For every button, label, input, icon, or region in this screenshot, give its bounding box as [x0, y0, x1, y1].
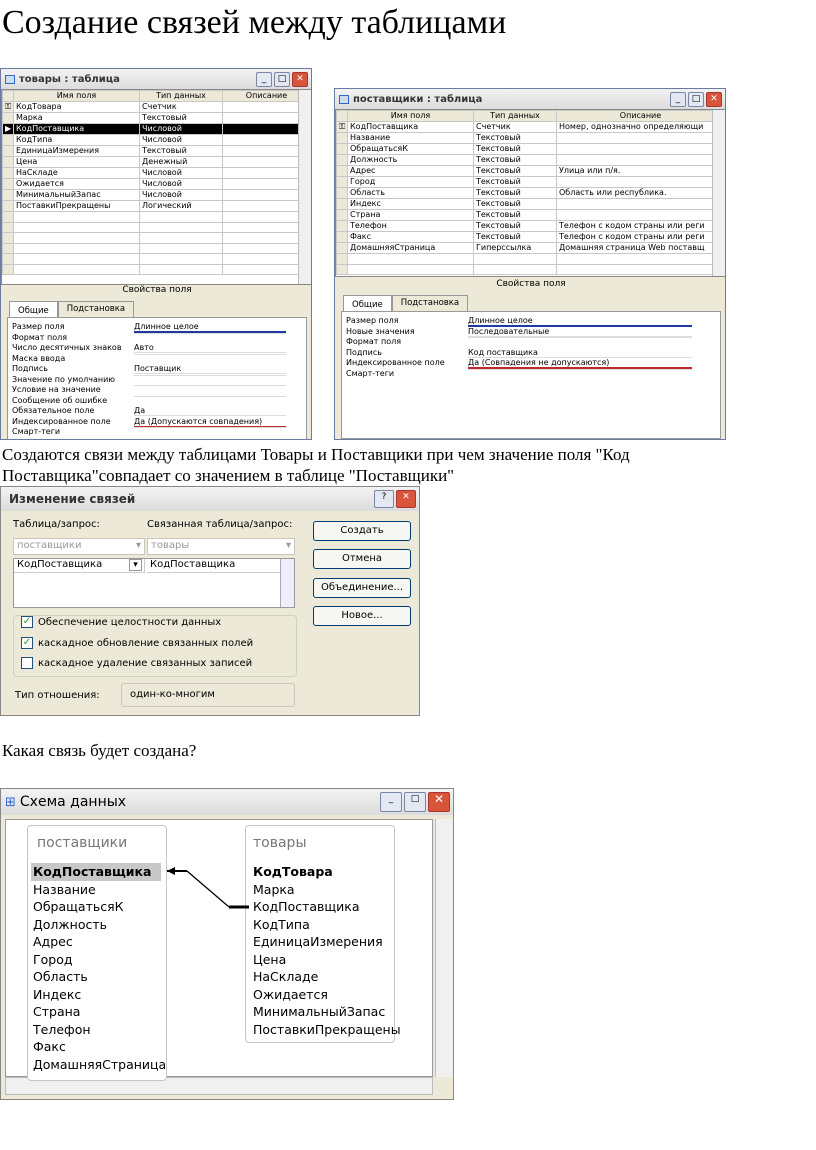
table-row[interactable] [3, 190, 311, 201]
fields-grid[interactable] [13, 558, 295, 608]
description-cell[interactable] [557, 177, 725, 188]
row-selector[interactable] [3, 212, 14, 223]
data-type-cell[interactable]: Числовой [140, 168, 223, 179]
checkbox-icon: ✓ [22, 616, 32, 627]
property-name: Значение по умолчанию [12, 374, 116, 384]
data-type-cell[interactable] [140, 243, 223, 254]
right-table-name: товары [253, 835, 307, 851]
property-name: Индексированное поле [346, 358, 445, 367]
field-item[interactable]: КодТовара [253, 864, 333, 879]
field-item[interactable]: Название [33, 881, 96, 897]
property-name: Размер поля [346, 316, 399, 325]
field-grid[interactable] [1, 89, 312, 285]
property-value[interactable] [134, 375, 286, 376]
question-text: Какая связь будет создана? [2, 741, 197, 760]
column-header: Тип данных [474, 111, 557, 122]
cascade-delete-checkbox[interactable]: каскадное удаление связанных записей [21, 657, 252, 669]
page-title: Создание связей между таблицами [2, 4, 507, 41]
field-name-cell[interactable]: Должность [348, 155, 474, 166]
row-selector[interactable] [3, 190, 14, 201]
row-selector[interactable] [337, 199, 348, 210]
description-cell[interactable] [557, 144, 725, 155]
properties-title: Свойства поля [496, 279, 566, 289]
property-name: Смарт-теги [12, 427, 61, 436]
left-table-name: поставщики [37, 835, 128, 851]
maximize-button[interactable]: □ [688, 92, 704, 107]
column-header: Имя поля [14, 91, 140, 102]
table-icon [339, 95, 349, 104]
table-row[interactable] [3, 243, 311, 254]
row-selector[interactable] [337, 264, 348, 275]
property-name: Условие на значение [12, 385, 101, 394]
field-name-cell[interactable]: Индекс [348, 199, 474, 210]
right-table-fields [251, 863, 401, 1038]
field-name-cell[interactable] [348, 264, 474, 275]
chevron-down-icon: ▾ [135, 540, 141, 551]
data-type-cell[interactable]: Числовой [140, 179, 223, 190]
row-selector[interactable] [337, 232, 348, 243]
primary-key-icon[interactable]: ⚿ [3, 102, 14, 113]
relationships-window [0, 788, 454, 1100]
property-value[interactable] [134, 354, 286, 355]
row-selector[interactable] [3, 157, 14, 168]
field-item[interactable]: Ожидается [253, 986, 328, 1002]
field-name-cell[interactable]: Ожидается [14, 179, 140, 190]
field-name-cell[interactable]: Область [348, 188, 474, 199]
field-item[interactable]: Адрес [33, 934, 73, 949]
data-type-cell[interactable] [474, 264, 557, 275]
property-name: Подпись [346, 347, 382, 357]
table-row[interactable] [337, 177, 725, 188]
integrity-checkbox[interactable]: ✓ Обеспечение целостности данных [22, 616, 222, 628]
data-type-cell[interactable]: Текстовый [140, 113, 223, 124]
table-row[interactable] [3, 222, 311, 233]
table-row[interactable] [337, 122, 725, 133]
window-title: Схема данных [19, 794, 127, 810]
field-name-cell[interactable] [14, 243, 140, 254]
table-row[interactable] [3, 254, 311, 265]
field-item[interactable]: ПоставкиПрекращены [253, 1021, 401, 1037]
table-row[interactable] [3, 102, 311, 113]
data-type-cell[interactable]: Текстовый [474, 155, 557, 166]
field-name-cell[interactable]: Марка [14, 113, 140, 124]
data-type-cell[interactable] [474, 254, 557, 265]
data-type-cell[interactable]: Текстовый [474, 188, 557, 199]
related-table-select[interactable]: товары ▾ [147, 538, 295, 555]
tovary-table-window [0, 68, 312, 440]
table-row[interactable] [337, 210, 725, 221]
field-item[interactable]: КодПоставщика [31, 863, 161, 881]
field-name-cell[interactable] [348, 254, 474, 265]
data-type-cell[interactable]: Текстовый [474, 232, 557, 243]
field-item[interactable]: Цена [253, 951, 287, 967]
field-item[interactable]: КодПоставщика [253, 899, 360, 914]
description-cell[interactable]: Телефон с кодом страны или реги [557, 232, 725, 243]
close-button[interactable]: ✕ [428, 792, 450, 812]
data-type-cell[interactable]: Счетчик [140, 102, 223, 113]
field-right[interactable]: КодПоставщика [150, 559, 236, 570]
maximize-button[interactable]: □ [274, 72, 290, 87]
table-label: Таблица/запрос: [13, 519, 100, 530]
field-item[interactable]: Страна [33, 1004, 81, 1019]
field-name-cell[interactable]: НаСкладе [14, 168, 140, 179]
field-item[interactable]: МинимальныйЗапас [253, 1004, 386, 1019]
data-type-cell[interactable]: Счетчик [474, 122, 557, 133]
field-name-cell[interactable]: ПоставкиПрекращены [14, 201, 140, 212]
row-selector[interactable] [337, 188, 348, 199]
table-row[interactable] [337, 243, 725, 254]
description-cell[interactable]: Телефон с кодом страны или реги [557, 221, 725, 232]
data-type-cell[interactable]: Текстовый [474, 210, 557, 221]
data-type-cell[interactable]: Текстовый [474, 177, 557, 188]
row-selector[interactable] [3, 201, 14, 212]
description-paragraph: Создаются связи между таблицами Товары и Поставщики при чем значение поля "Код Поставщика"совпадает со значением в таблице "Поставщики" [2, 445, 630, 485]
row-selector[interactable] [337, 155, 348, 166]
relation-type-value: один-ко-многим [121, 683, 295, 707]
row-selector[interactable] [3, 113, 14, 124]
table-row[interactable] [337, 166, 725, 177]
field-item[interactable]: ОбращатьсяК [33, 899, 124, 914]
left-table-fields [31, 863, 167, 1073]
field-grid[interactable] [335, 109, 726, 277]
field-name-cell[interactable]: КодТовара [14, 102, 140, 113]
field-item[interactable]: Индекс [33, 986, 82, 1002]
property-value[interactable] [134, 427, 286, 428]
tab-general[interactable]: Общие [343, 295, 392, 312]
table-select[interactable]: поставщики ▾ [13, 538, 145, 555]
table-row[interactable] [3, 264, 311, 275]
field-name-cell[interactable]: ДомашняяСтраница [348, 243, 474, 254]
close-button[interactable]: ✕ [706, 92, 722, 107]
data-type-cell[interactable] [140, 264, 223, 275]
row-selector[interactable] [3, 222, 14, 233]
title-bar [1, 789, 453, 815]
property-name: Формат поля [346, 337, 402, 346]
data-type-cell[interactable]: Текстовый [474, 144, 557, 155]
data-type-cell[interactable]: Текстовый [474, 133, 557, 144]
table-row[interactable] [3, 157, 311, 168]
properties-panel [7, 317, 307, 440]
field-item[interactable]: ЕдиницаИзмерения [253, 934, 383, 949]
title-bar [335, 89, 725, 109]
row-selector[interactable] [337, 133, 348, 144]
dialog-title: Изменение связей [9, 492, 136, 506]
field-item[interactable]: Телефон [33, 1021, 91, 1037]
field-name-cell[interactable] [14, 233, 140, 244]
window-title: поставщики : таблица [353, 93, 483, 105]
table-row[interactable] [337, 221, 725, 232]
data-type-cell[interactable]: Гиперссылка [474, 243, 557, 254]
field-item[interactable]: КодТипа [253, 916, 310, 932]
tab-lookup[interactable]: Подстановка [58, 301, 134, 318]
create-button[interactable]: Создать [313, 521, 411, 541]
column-header: Описание [223, 91, 311, 102]
row-selector[interactable] [337, 166, 348, 177]
window-title: товары : таблица [19, 73, 120, 85]
property-value[interactable]: Да [134, 406, 286, 416]
table-row[interactable] [337, 155, 725, 166]
row-selector[interactable] [3, 243, 14, 254]
tab-general[interactable]: Общие [9, 301, 58, 318]
title-bar [1, 487, 419, 511]
cancel-button[interactable]: Отмена [313, 549, 411, 569]
data-type-cell[interactable]: Текстовый [140, 146, 223, 157]
property-name: Смарт-теги [346, 368, 395, 378]
properties-title: Свойства поля [122, 285, 192, 295]
join-type-button[interactable]: Объединение... [313, 578, 411, 598]
minimize-button[interactable]: _ [256, 72, 272, 87]
vertical-scrollbar[interactable] [435, 819, 453, 1077]
title-bar [1, 69, 311, 89]
table-row[interactable] [3, 124, 311, 135]
field-name-cell[interactable]: Адрес [348, 166, 474, 177]
field-name-cell[interactable]: Телефон [348, 221, 474, 232]
column-header: Тип данных [140, 91, 223, 102]
property-name: Индексированное поле [12, 416, 111, 426]
table-row[interactable] [3, 135, 311, 146]
chevron-down-icon[interactable]: ▾ [129, 559, 142, 571]
description-cell[interactable]: Улица или п/я. [557, 166, 725, 177]
field-name-cell[interactable]: Название [348, 133, 474, 144]
minimize-button[interactable]: _ [380, 792, 402, 812]
field-name-cell[interactable] [14, 222, 140, 233]
data-type-cell[interactable] [140, 233, 223, 244]
property-value[interactable]: Да (Совпадения не допускаются) [468, 358, 692, 369]
table-row[interactable] [3, 146, 311, 157]
data-type-cell[interactable]: Денежный [140, 157, 223, 168]
row-selector[interactable] [337, 221, 348, 232]
field-name-cell[interactable]: Факс [348, 232, 474, 243]
table-row[interactable] [337, 254, 725, 265]
table-row[interactable] [3, 168, 311, 179]
row-selector[interactable] [3, 168, 14, 179]
field-name-cell[interactable]: Цена [14, 157, 140, 168]
row-selector[interactable] [3, 135, 14, 146]
property-name: Маска ввода [12, 353, 66, 363]
row-selector[interactable] [337, 210, 348, 221]
field-item[interactable]: Марка [253, 881, 295, 897]
property-value[interactable]: Длинное целое [134, 322, 286, 333]
property-name: Размер поля [12, 322, 65, 331]
property-value[interactable]: Поставщик [134, 364, 286, 374]
field-item[interactable]: Должность [33, 916, 108, 932]
related-table-label: Связанная таблица/запрос: [147, 519, 293, 530]
chevron-down-icon: ▾ [285, 540, 291, 551]
checkbox-icon: ✓ [22, 637, 32, 648]
row-selector[interactable] [3, 254, 14, 265]
property-value[interactable] [468, 369, 692, 370]
description-cell[interactable] [557, 254, 725, 265]
table-row[interactable] [3, 201, 311, 212]
help-button[interactable]: ? [374, 490, 394, 508]
table-row[interactable] [3, 212, 311, 223]
field-name-cell[interactable]: МинимальныйЗапас [14, 190, 140, 201]
table-row[interactable] [3, 233, 311, 244]
vertical-scrollbar[interactable] [280, 559, 294, 607]
properties-panel [341, 311, 721, 439]
property-name: Новые значения [346, 326, 415, 336]
property-value[interactable] [134, 396, 286, 397]
table-row[interactable] [3, 113, 311, 124]
description-cell[interactable] [557, 210, 725, 221]
field-name-cell[interactable]: КодПоставщика [348, 122, 474, 133]
maximize-button[interactable]: □ [404, 792, 426, 812]
row-selector[interactable] [337, 254, 348, 265]
row-selector[interactable] [337, 144, 348, 155]
vertical-scrollbar[interactable] [298, 90, 311, 284]
data-type-cell[interactable]: Логический [140, 201, 223, 212]
row-selector[interactable] [337, 243, 348, 254]
property-name: Формат поля [12, 332, 68, 342]
checkbox-icon [21, 657, 33, 669]
data-type-cell[interactable]: Числовой [140, 135, 223, 146]
cascade-update-checkbox[interactable]: ✓ каскадное обновление связанных полей [22, 637, 254, 649]
column-header: Имя поля [348, 111, 474, 122]
field-name-cell[interactable] [14, 254, 140, 265]
field-item[interactable]: Область [33, 969, 88, 984]
row-selector[interactable] [3, 146, 14, 157]
row-selector[interactable] [3, 233, 14, 244]
relationships-icon: ⊞ [5, 794, 16, 810]
row-selector[interactable] [3, 264, 14, 275]
field-name-cell[interactable]: Страна [348, 210, 474, 221]
field-name-cell[interactable]: КодТипа [14, 135, 140, 146]
field-item[interactable]: Город [33, 951, 73, 967]
edit-relationships-dialog [0, 486, 420, 716]
field-item[interactable]: Факс [33, 1039, 66, 1054]
property-value[interactable]: Да (Допускаются совпадения) [134, 417, 286, 428]
data-type-cell[interactable] [140, 212, 223, 223]
property-name: Сообщение об ошибке [12, 395, 108, 405]
property-name: Обязательное поле [12, 406, 95, 415]
data-type-cell[interactable]: Текстовый [474, 166, 557, 177]
property-value[interactable] [134, 385, 286, 386]
description-cell[interactable] [557, 199, 725, 210]
table-row[interactable] [337, 264, 725, 275]
table-row[interactable] [3, 179, 311, 190]
property-value[interactable]: Длинное целое [468, 316, 692, 327]
field-left[interactable]: КодПоставщика [17, 559, 103, 570]
primary-key-icon[interactable]: ⚿ [337, 122, 348, 133]
field-name-cell[interactable] [14, 212, 140, 223]
field-name-cell[interactable] [14, 264, 140, 275]
data-type-cell[interactable]: Текстовый [474, 221, 557, 232]
description-cell[interactable]: Номер, однозначно определяющи [557, 122, 725, 133]
description-cell[interactable]: Область или республика. [557, 188, 725, 199]
field-name-cell[interactable]: Город [348, 177, 474, 188]
field-item[interactable]: ДомашняяСтраница [33, 1056, 167, 1072]
table-icon [5, 75, 15, 84]
description-cell[interactable] [557, 264, 725, 275]
property-value[interactable]: Авто [134, 343, 286, 353]
column-header: Описание [557, 111, 725, 122]
description-cell[interactable] [557, 155, 725, 166]
minimize-button[interactable]: _ [670, 92, 686, 107]
tab-lookup[interactable]: Подстановка [392, 295, 468, 312]
row-selector[interactable] [337, 177, 348, 188]
table-row[interactable] [337, 144, 725, 155]
close-button[interactable]: ✕ [292, 72, 308, 87]
data-type-cell[interactable]: Текстовый [474, 199, 557, 210]
data-type-cell[interactable] [140, 254, 223, 265]
data-type-cell[interactable]: Числовой [140, 190, 223, 201]
property-name: Число десятичных знаков [12, 343, 122, 352]
property-value[interactable]: Последовательные [468, 327, 692, 337]
new-button[interactable]: Новое... [313, 606, 411, 626]
description-cell[interactable]: Домашняя страница Web поставщ [557, 243, 725, 254]
relation-type-label: Тип отношения: [15, 690, 100, 701]
property-value[interactable]: Код поставщика [468, 348, 692, 358]
vertical-scrollbar[interactable] [712, 110, 725, 276]
data-type-cell[interactable] [140, 222, 223, 233]
data-type-cell[interactable]: Числовой [140, 124, 223, 135]
property-name: Подпись [12, 364, 48, 373]
field-item[interactable]: НаСкладе [253, 969, 319, 984]
row-selector[interactable] [3, 179, 14, 190]
table-row[interactable] [337, 232, 725, 243]
postavshiki-table-window [334, 88, 726, 440]
table-row[interactable] [337, 188, 725, 199]
row-selector[interactable]: ▶ [3, 124, 14, 135]
field-name-cell[interactable]: ОбращатьсяК [348, 144, 474, 155]
field-name-cell[interactable]: ЕдиницаИзмерения [14, 146, 140, 157]
property-value[interactable] [468, 337, 692, 338]
description-cell[interactable] [557, 133, 725, 144]
close-button[interactable]: ✕ [396, 490, 416, 508]
table-row[interactable] [337, 133, 725, 144]
property-value[interactable] [134, 333, 286, 334]
field-name-cell[interactable]: КодПоставщика [14, 124, 140, 135]
table-row[interactable] [337, 199, 725, 210]
